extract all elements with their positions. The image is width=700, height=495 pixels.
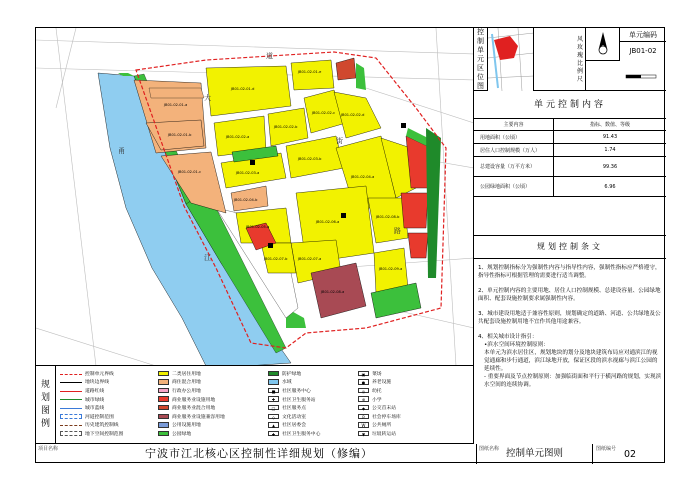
table-row: 用地面积（公顷） 91.43 <box>474 131 666 144</box>
north-arrow-box <box>586 28 620 61</box>
legend-item: ⊕ 小学 <box>358 395 401 404</box>
legend-col-services <box>358 369 401 438</box>
land-use-swatch <box>158 388 169 394</box>
project-title: 宁波市江北核心区控制性详细规划（修编） <box>145 447 373 460</box>
green-line-icon <box>60 399 82 405</box>
parcel-label: JB01-02-02-d <box>341 113 365 117</box>
legend <box>36 366 474 444</box>
road-label: 大 <box>204 94 211 102</box>
table-row: 公园绿地面积（公顷） 6.96 <box>474 177 666 197</box>
parcel-label: JB01-02-02-c <box>312 111 336 115</box>
clause-item: 4、相关城市设计指引： <box>478 334 538 340</box>
legend-item: 控制单元界线 <box>60 369 123 378</box>
legend-item: 防护绿地 <box>268 369 320 378</box>
legend-item: 行政办公用地 <box>158 386 225 395</box>
toilet-icon: W <box>358 422 369 428</box>
facility-icon: □ <box>268 405 279 411</box>
sheet-name-label: 图纸名称 <box>479 446 500 452</box>
project-name-label: 项目名称 <box>38 446 59 452</box>
legend-item: 地块边界线 <box>60 378 123 387</box>
clause-sub-item: •滨水空间环境控制原则： <box>484 342 549 348</box>
control-content-title: 单元控制内容 <box>474 91 666 119</box>
legend-item: 城市绿线 <box>60 395 123 404</box>
legend-item: ● 养老设施 <box>358 378 401 387</box>
parcel-label: JB01-02-08-a <box>321 290 345 294</box>
parcel-label: JB01-02-03-b <box>298 157 322 161</box>
north-arrow-icon <box>586 28 620 61</box>
garbage-icon: ▼ <box>358 431 369 437</box>
parking-icon: P <box>358 414 369 420</box>
locator-row <box>474 28 666 91</box>
legend-item: 公用设施用地 <box>158 421 225 430</box>
school-icon: ⊕ <box>358 396 369 402</box>
sheet-number-label: 图纸编号 <box>596 446 617 452</box>
parcel-label: JB01-02-01-e <box>298 70 322 74</box>
legend-item: ▼ 垃圾转运站 <box>358 429 401 438</box>
land-use-map <box>36 28 474 366</box>
legend-item: ◎ 幼托 <box>358 386 401 395</box>
parcel-label: JB01-02-06-a <box>316 220 340 224</box>
legend-item: 商业服务业设施兼容用地 <box>158 412 225 421</box>
river-label: 甬 <box>118 147 125 155</box>
bus-icon: ◆ <box>358 405 369 411</box>
table-row: 总建设容量（万平方米） 99.36 <box>474 157 666 177</box>
legend-item: □ 社区服务点 <box>268 403 320 412</box>
parcel-label: JB01-02-01-a <box>164 103 188 107</box>
clause-sub-item: - 重要界面及节点控制原则：加强临街面和平行于横河路的规划，实现滨水空间的连续协调。 <box>484 374 662 388</box>
parcel-label: JB01-02-07-b <box>264 257 288 261</box>
legend-item: 商业服务业混合用地 <box>158 403 225 412</box>
land-use-swatch <box>158 379 169 385</box>
river-control-icon <box>60 414 82 420</box>
legend-item: 水域 <box>268 378 320 387</box>
facility-icon: ✚ <box>268 396 279 402</box>
parcel-label: JB01-02-04-b <box>234 198 258 202</box>
legend-item: 地下空间控制范围 <box>60 429 123 438</box>
drawing-frame <box>35 27 665 463</box>
parcel-label: JB01-02-07-a <box>298 257 322 261</box>
parcel-label: JB01-02-02-b <box>274 125 298 129</box>
clause-item: 1、规划控制指标分为强制性内容与指导性内容，强制性指标应严格遵守，指导性指标可根据管理的需要进行适当调整。 <box>478 265 661 279</box>
parcel-line-icon <box>60 382 82 388</box>
facility-icon: ✚ <box>268 431 279 437</box>
road-label: 路 <box>394 227 401 235</box>
elderly-icon: ● <box>358 379 369 385</box>
road-red-line-icon <box>60 391 82 397</box>
sheet-title: 控制单元图则 <box>506 448 564 459</box>
clause-item: 2、单元控制内容的主要用地、居住人口控制规模、总建设容量、公园绿地面积、配套设施控制要求属强制性内容。 <box>478 288 661 302</box>
clause-sub-item: 本单元为滨水居住区，规划地块的划分及地块建筑布局应对通滨江的视觉通廊和步行通道，滨江绿地开放，保证区段的滨水视廊与滨江公园的延续性。 <box>484 350 658 372</box>
road-label: 街 <box>336 137 343 145</box>
legend-item: ◆ 公交首末站 <box>358 403 401 412</box>
market-icon: ▣ <box>358 371 369 377</box>
water-swatch <box>268 379 279 385</box>
land-use-swatch <box>158 371 169 377</box>
protective-green-swatch <box>268 371 279 377</box>
kindergarten-icon: ◎ <box>358 388 369 394</box>
legend-item: 城市蓝线 <box>60 403 123 412</box>
legend-item: P 社会停车场库 <box>358 412 401 421</box>
legend-item: W 公共厕所 <box>358 421 401 430</box>
legend-col-facilities <box>268 369 320 438</box>
legend-item: 商业服务业设施用地 <box>158 395 225 404</box>
legend-body <box>58 368 472 442</box>
land-use-swatch <box>158 431 169 437</box>
clauses-title: 规划控制条文 <box>474 235 666 259</box>
legend-item: 道路红线 <box>60 386 123 395</box>
divider <box>592 444 593 464</box>
scale-bar <box>586 61 666 91</box>
facility-icon: ◇ <box>268 414 279 420</box>
land-use-swatch <box>158 396 169 402</box>
legend-item: 历史建筑控制线 <box>60 421 123 430</box>
table-row: 居住人口控制规模（万人） 1.74 <box>474 144 666 157</box>
parcel-label: JB01-02-01-c <box>178 170 202 174</box>
river-label: 江 <box>204 254 211 262</box>
legend-item: ▣ 菜场 <box>358 369 401 378</box>
clause-item: 3、城市建设用地适于兼容性原则，规划确定的道路、河道、公共绿地及公共配套设施控制用地不宜作其他用途兼容。 <box>478 311 661 325</box>
legend-col-landuse <box>158 369 225 438</box>
north-label: 风 玫 瑰 比 例 尺 <box>576 35 583 83</box>
legend-item: 公园绿地 <box>158 429 225 438</box>
title-block <box>36 444 666 464</box>
unit-code: JB01-02 <box>629 47 657 55</box>
facility-icon: ▲ <box>268 422 279 428</box>
parcel-label: JB01-02-08-b <box>376 215 400 219</box>
divider <box>476 444 477 464</box>
legend-item: 河道控制范围 <box>60 412 123 421</box>
control-unit-line-icon <box>60 374 82 380</box>
legend-title: 规 划 图 例 <box>36 366 56 444</box>
parcel-label: JB01-02-01-b <box>168 133 192 137</box>
locator-label: 控 制 单 元 区 位 图 <box>474 28 488 91</box>
unit-code-label: 单元编码 <box>620 28 666 42</box>
indicator-table <box>474 119 666 197</box>
planning-map <box>36 28 474 366</box>
legend-item: ◇ 文化活动室 <box>268 412 320 421</box>
legend-item: ■ 社区服务中心 <box>268 386 320 395</box>
road-label: 道 <box>266 52 273 60</box>
legend-item: ✚ 社区卫生服务站 <box>268 395 320 404</box>
land-use-swatch <box>158 422 169 428</box>
legend-item: ✚ 社区卫生服务中心 <box>268 429 320 438</box>
legend-item: ▲ 社区居委会 <box>268 421 320 430</box>
parcel-label: JB01-02-03-a <box>236 171 260 175</box>
table-header: 主要内容 指标、数值、等级 <box>474 119 666 131</box>
parcel-label: JB01-02-05-a <box>246 225 270 229</box>
land-use-swatch <box>158 405 169 411</box>
clauses-text <box>478 264 662 389</box>
legend-item: 二类居住用地 <box>158 369 225 378</box>
control-panel <box>474 28 666 464</box>
facility-icon: ■ <box>268 388 279 394</box>
parcel-label: JB01-02-09-a <box>379 267 403 271</box>
parcel-label: JB01-02-01-d <box>231 87 255 91</box>
land-use-swatch <box>158 414 169 420</box>
parcel-label: JB01-02-04-a <box>351 175 375 179</box>
sheet-number: 02 <box>624 449 637 460</box>
underground-range-icon <box>60 431 82 437</box>
legend-col-lines <box>60 369 123 438</box>
parcel-label: JB01-02-02-a <box>226 135 250 139</box>
locator-map <box>488 28 534 91</box>
legend-item: 商住混合用地 <box>158 378 225 387</box>
